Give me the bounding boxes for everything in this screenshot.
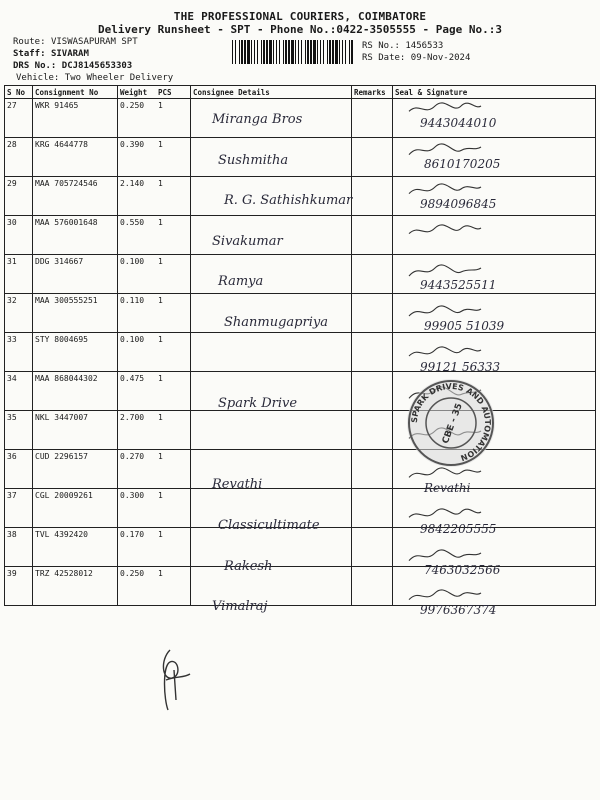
col-pcs: PCS [156, 86, 191, 99]
consignee-handwriting: R. G. Sathishkumar [224, 193, 353, 209]
vehicle-field [16, 73, 173, 83]
sno-cell: 39 [5, 567, 33, 606]
signature-scribble [405, 587, 485, 605]
barcode-bar [285, 40, 287, 64]
sno-cell: 30 [5, 216, 33, 255]
sno-cell: 37 [5, 489, 33, 528]
barcode-bar [254, 40, 255, 64]
weight-cell: 0.170 [118, 528, 157, 567]
col-signature: Seal & Signature [393, 86, 596, 99]
route-field [13, 37, 138, 47]
rs-date-field [362, 53, 470, 63]
pcs-cell: 1 [156, 333, 191, 372]
consignment-cell: DDG 314667 [33, 255, 118, 294]
consignee-handwriting: Rakesh [224, 558, 273, 574]
pcs-cell: 1 [156, 567, 191, 606]
barcode-bar [298, 40, 299, 64]
table-row [5, 255, 596, 294]
signature-handwriting: 99121 56333 [420, 359, 501, 374]
vehicle-label: Vehicle: [16, 73, 60, 83]
weight-cell: 0.250 [118, 99, 157, 138]
pcs-cell: 1 [156, 372, 191, 411]
signature-scribble [405, 222, 485, 240]
barcode-bar [323, 40, 324, 64]
consignment-cell: NKL 3447007 [33, 411, 118, 450]
staff-field [13, 49, 89, 59]
weight-cell: 0.250 [118, 567, 157, 606]
weight-cell: 0.100 [118, 255, 157, 294]
barcode-bar [263, 40, 265, 64]
barcode-bar [327, 40, 328, 64]
sno-cell: 36 [5, 450, 33, 489]
barcode-bar [301, 40, 302, 64]
pcs-cell: 1 [156, 489, 191, 528]
table-header-row [5, 86, 596, 99]
remarks-cell [352, 177, 393, 216]
sno-cell: 34 [5, 372, 33, 411]
barcode-bar [273, 40, 274, 64]
pcs-cell: 1 [156, 294, 191, 333]
barcode-bar [335, 40, 338, 64]
table-row [5, 450, 596, 489]
sno-cell: 33 [5, 333, 33, 372]
signature-scribble [405, 100, 485, 118]
consignee-cell [191, 255, 352, 294]
barcode-bar [332, 40, 334, 64]
barcode-bar [257, 40, 258, 64]
staff-label: Staff: [13, 49, 46, 59]
barcode-bar [349, 40, 350, 64]
pcs-cell: 1 [156, 216, 191, 255]
barcode-bar [291, 40, 294, 64]
consignee-handwriting: Miranga Bros [212, 112, 303, 127]
weight-cell: 2.140 [118, 177, 157, 216]
route-label: Route: [13, 37, 46, 47]
company-seal-stamp [403, 377, 499, 469]
consignment-cell: STY 8004695 [33, 333, 118, 372]
remarks-cell [352, 411, 393, 450]
barcode-bar [320, 40, 321, 64]
company-title: THE PROFESSIONAL COURIERS, COIMBATORE [173, 10, 427, 23]
barcode-bar [239, 40, 240, 64]
weight-cell: 0.100 [118, 333, 157, 372]
consignee-handwriting: Sushmitha [218, 152, 289, 168]
col-remarks: Remarks [352, 86, 393, 99]
vehicle-value: Two Wheeler Delivery [64, 73, 174, 83]
table-row [5, 372, 596, 411]
remarks-cell [352, 333, 393, 372]
signature-handwriting: 99905 51039 [424, 319, 505, 333]
remarks-cell [352, 138, 393, 177]
remarks-cell [352, 372, 393, 411]
signature-scribble [405, 303, 485, 321]
barcode-bar [288, 40, 290, 64]
consignee-handwriting: Sivakumar [212, 233, 283, 249]
drs-field [13, 61, 132, 71]
barcode-bar [247, 40, 250, 64]
remarks-cell [352, 216, 393, 255]
pcs-cell: 1 [156, 450, 191, 489]
signature-handwriting: 9976367374 [420, 603, 497, 618]
table-row [5, 333, 596, 372]
barcode-bar [235, 40, 236, 64]
signature-handwriting: 9894096845 [420, 197, 497, 212]
signature-scribble [405, 141, 485, 159]
remarks-cell [352, 567, 393, 606]
remarks-cell [352, 450, 393, 489]
barcode-bar [305, 40, 306, 64]
barcode-bar [276, 40, 277, 64]
consignee-handwriting: Revathi [212, 477, 263, 493]
table-row [5, 411, 596, 450]
col-consignee: Consignee Details [191, 86, 352, 99]
weight-cell: 0.110 [118, 294, 157, 333]
barcode-bar [317, 40, 318, 64]
barcode-bar [329, 40, 331, 64]
barcode [232, 40, 354, 64]
barcode-graphic [232, 40, 354, 64]
consignment-cell: CGL 20009261 [33, 489, 118, 528]
rs-date-label: RS Date: [362, 53, 406, 63]
table-row [5, 567, 596, 606]
barcode-bar [232, 40, 233, 64]
barcode-bar [283, 40, 284, 64]
consignee-handwriting: Spark Drive [218, 396, 298, 412]
sno-cell: 29 [5, 177, 33, 216]
weight-cell: 0.300 [118, 489, 157, 528]
consignee-handwriting: Ramya [218, 274, 264, 290]
barcode-bar [295, 40, 296, 64]
signature-scribble [405, 344, 485, 362]
signature-scribble [405, 506, 485, 524]
remarks-cell [352, 99, 393, 138]
sno-cell: 31 [5, 255, 33, 294]
consignee-handwriting: Classicultimate [218, 518, 320, 533]
weight-cell: 2.700 [118, 411, 157, 450]
pcs-cell: 1 [156, 411, 191, 450]
signature-handwriting: Revathi [424, 481, 471, 496]
stamp-ring-text: SPARK DRIVES AND AUTOMATION [409, 381, 493, 463]
consignee-cell [191, 333, 352, 372]
rs-date-value: 09-Nov-2024 [410, 53, 471, 63]
consignment-cell: TVL 4392420 [33, 528, 118, 567]
signature-scribble [405, 547, 485, 565]
pcs-cell: 1 [156, 177, 191, 216]
sno-cell: 38 [5, 528, 33, 567]
rs-no-label: RS No.: [362, 41, 400, 51]
table-row [5, 138, 596, 177]
consignment-cell: MAA 868044302 [33, 372, 118, 411]
barcode-bar [261, 40, 262, 64]
staff-value: SIVARAM [50, 49, 89, 59]
signature-scribble [405, 181, 485, 199]
consignment-cell: CUD 2296157 [33, 450, 118, 489]
col-consignment: Consignment No [33, 86, 118, 99]
barcode-bar [266, 40, 268, 64]
remarks-cell [352, 255, 393, 294]
sno-cell: 28 [5, 138, 33, 177]
weight-cell: 0.475 [118, 372, 157, 411]
stamp-center-text: CBE - 35 [440, 402, 465, 446]
barcode-bar [310, 40, 312, 64]
pcs-cell: 1 [156, 255, 191, 294]
consignment-cell: KRG 4644778 [33, 138, 118, 177]
col-weight: Weight [118, 86, 157, 99]
barcode-bar [345, 40, 346, 64]
table-row [5, 216, 596, 255]
weight-cell: 0.550 [118, 216, 157, 255]
rs-no-value: 1456533 [405, 41, 444, 51]
barcode-bar [241, 40, 243, 64]
pcs-cell: 1 [156, 528, 191, 567]
barcode-bar [251, 40, 252, 64]
route-value: VISWASAPURAM SPT [50, 37, 138, 47]
consignment-cell: MAA 705724546 [33, 177, 118, 216]
consignment-cell: TRZ 42528012 [33, 567, 118, 606]
table-row [5, 528, 596, 567]
signature-handwriting: 9443525511 [420, 278, 497, 293]
consignment-cell: WKR 91465 [33, 99, 118, 138]
barcode-bar [307, 40, 309, 64]
consignee-handwriting: Vimalraj [212, 599, 268, 615]
rs-no-field [362, 41, 443, 51]
drs-label: DRS No.: [13, 61, 57, 71]
signature-scribble [405, 262, 485, 280]
bottom-signature [150, 640, 200, 712]
signature-handwriting: 7463032566 [424, 562, 501, 577]
runsheet-subtitle: Delivery Runsheet - SPT - Phone No.:0422-3505555 - Page No.:3 [98, 23, 502, 36]
signature-handwriting: 9842205555 [420, 522, 497, 536]
remarks-cell [352, 489, 393, 528]
sno-cell: 32 [5, 294, 33, 333]
consignee-handwriting: Shanmugapriya [224, 315, 328, 330]
consignment-cell: MAA 300555251 [33, 294, 118, 333]
pcs-cell: 1 [156, 138, 191, 177]
drs-value: DCJ8145653303 [61, 61, 133, 71]
signature-handwriting: 8610170205 [424, 156, 501, 171]
signature-handwriting: 9443044010 [420, 116, 497, 130]
sno-cell: 27 [5, 99, 33, 138]
consignment-cell: MAA 576001648 [33, 216, 118, 255]
consignee-cell [191, 411, 352, 450]
col-sno: S No [5, 86, 33, 99]
barcode-bar [269, 40, 272, 64]
remarks-cell [352, 294, 393, 333]
weight-cell: 0.270 [118, 450, 157, 489]
barcode-bar [339, 40, 340, 64]
barcode-bar [244, 40, 246, 64]
barcode-bar [351, 40, 353, 64]
remarks-cell [352, 528, 393, 567]
weight-cell: 0.390 [118, 138, 157, 177]
barcode-bar [342, 40, 343, 64]
sno-cell: 35 [5, 411, 33, 450]
pcs-cell: 1 [156, 99, 191, 138]
barcode-bar [279, 40, 280, 64]
barcode-bar [313, 40, 316, 64]
